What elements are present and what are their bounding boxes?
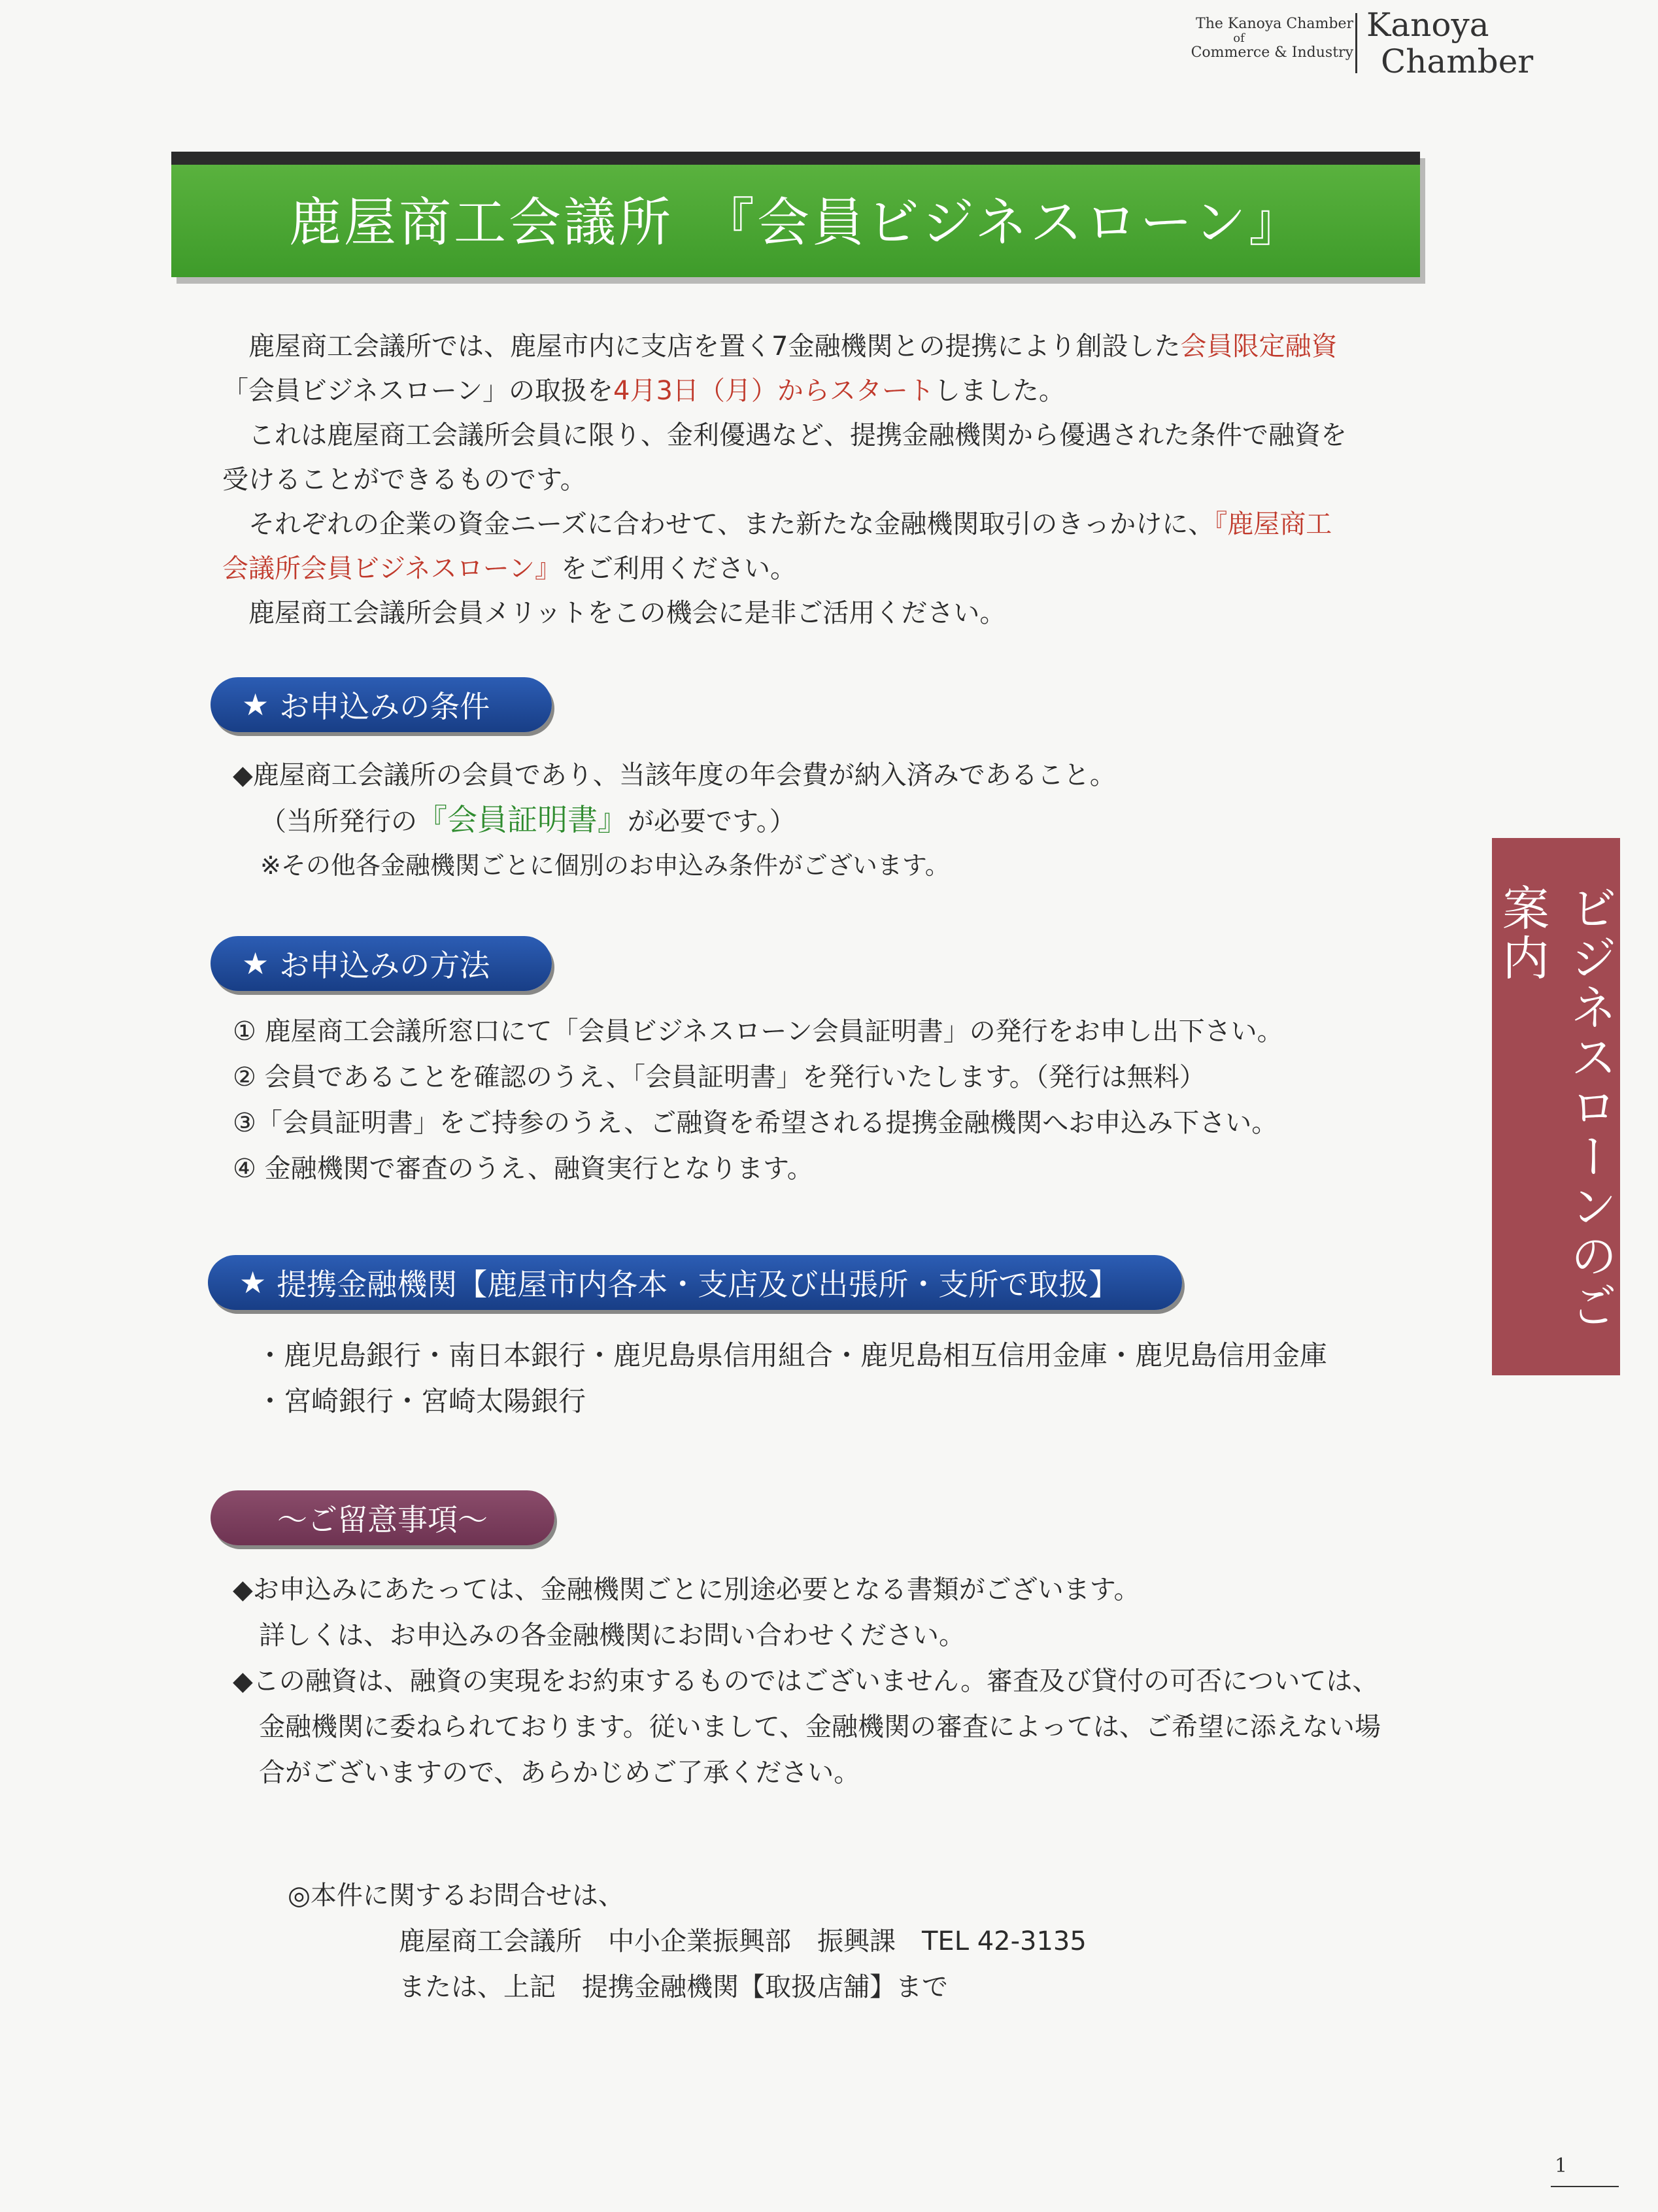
method-step-2: ② 会員であることを確認のうえ、「会員証明書」を発行いたします。（発行は無料） <box>233 1062 1206 1092</box>
note-line-5: 合がございますので、あらかじめご了承ください。 <box>233 1758 860 1788</box>
section-heading-method <box>211 936 552 991</box>
logo-divider <box>1355 13 1357 73</box>
note-line-3: ◆この融資は、融資の実現をお約束するものではございません。審査及び貸付の可否については、 <box>233 1666 1379 1696</box>
method-step-3: ③「会員証明書」をご持参のうえ、ご融資を希望される提携金融機関へお申込み下さい。 <box>233 1108 1278 1138</box>
chamber-logo-subtitle <box>1164 16 1353 61</box>
section-heading-conditions <box>211 677 552 732</box>
page-number-underline <box>1551 2186 1619 2187</box>
star-icon: ★ <box>242 946 269 981</box>
note-line-2: 詳しくは、お申込みの各金融機関にお問い合わせください。 <box>233 1620 965 1651</box>
bank-list-line-2: ・宮崎銀行・宮崎太陽銀行 <box>256 1385 586 1417</box>
contact-intro: ◎本件に関するお問合せは、 <box>288 1881 624 1911</box>
title-banner <box>171 152 1420 277</box>
logo-line-2: of <box>1233 31 1245 45</box>
section-heading-text: お申込みの方法 <box>279 948 490 983</box>
highlight-members-only: 会員限定融資 <box>1180 331 1338 361</box>
chamber-logo <box>1366 7 1533 80</box>
intro-text: しました。 <box>934 376 1065 406</box>
logo-line-3: Commerce & Industry <box>1191 44 1353 61</box>
intro-paragraph-3b <box>222 546 1393 591</box>
intro-text: 受けることができるものです。 <box>222 465 586 495</box>
intro-text: をご利用ください。 <box>561 554 796 584</box>
star-icon: ★ <box>239 1265 267 1300</box>
condition-line-3: ※その他各金融機関ごとに個別のお申込み条件がございます。 <box>260 851 950 880</box>
page-number: 1 <box>1555 2154 1568 2177</box>
intro-text: 「会員ビジネスローン」の取扱を <box>222 376 613 406</box>
bank-list-line-1: ・鹿児島銀行・南日本銀行・鹿児島県信用組合・鹿児島相互信用金庫・鹿児島信用金庫 <box>256 1339 1328 1371</box>
side-index-tab <box>1492 838 1620 1375</box>
section-heading-text: 〜ご留意事項〜 <box>277 1502 488 1537</box>
intro-paragraph-1 <box>222 324 1393 369</box>
intro-paragraph-4 <box>222 591 1393 635</box>
condition-line-2 <box>260 797 796 844</box>
contact-office: 鹿屋商工会議所 中小企業振興部 振興課 TEL 42-3135 <box>399 1926 1087 1956</box>
section-heading-text: お申込みの条件 <box>279 689 490 724</box>
method-step-1: ① 鹿屋商工会議所窓口にて「会員ビジネスローン会員証明書」の発行をお申し出下さい。 <box>233 1016 1283 1047</box>
highlight-start-date: 4月3日（月）からスタート <box>613 376 934 406</box>
condition-text: （当所発行の <box>260 807 417 837</box>
intro-paragraph-1b <box>222 369 1393 413</box>
intro-text: 鹿屋商工会議所会員メリットをこの機会に是非ご活用ください。 <box>248 598 1006 628</box>
condition-text: が必要です。） <box>628 807 796 837</box>
intro-paragraph-2 <box>222 413 1393 458</box>
intro-text: これは鹿屋商工会議所会員に限り、金利優遇など、提携金融機関から優遇された条件で融資を <box>248 420 1347 450</box>
star-icon: ★ <box>242 687 269 722</box>
note-line-4: 金融機関に委ねられております。従いまして、金融機関の審査によっては、ご希望に添えない場 <box>233 1712 1381 1742</box>
intro-paragraph-2b <box>222 458 1393 502</box>
intro-text: 鹿屋商工会議所では、鹿屋市内に支店を置く7金融機関との提携により創設した <box>248 331 1181 361</box>
highlight-loan-name: 『鹿屋商工 <box>1214 509 1332 539</box>
section-heading-banks <box>208 1255 1182 1310</box>
condition-line-1: ◆鹿屋商工会議所の会員であり、当該年度の年会費が納入済みであること。 <box>233 760 1116 790</box>
logo-word-chamber: Chamber <box>1381 42 1534 80</box>
page-title: 鹿屋商工会議所 『会員ビジネスローン』 <box>289 192 1304 253</box>
intro-text: それぞれの企業の資金ニーズに合わせて、また新たな金融機関取引のきっかけに、 <box>248 509 1215 539</box>
intro-paragraph-3 <box>222 502 1393 546</box>
section-heading-text: 提携金融機関【鹿屋市内各本・支店及び出張所・支所で取扱】 <box>277 1267 1119 1302</box>
contact-alternative: または、上記 提携金融機関【取扱店舗】まで <box>399 1972 948 2002</box>
method-step-4: ④ 金融機関で審査のうえ、融資実行となります。 <box>233 1154 813 1184</box>
highlight-loan-name: 会議所会員ビジネスローン』 <box>222 554 561 584</box>
section-heading-notes <box>211 1490 554 1545</box>
note-line-1: ◆お申込みにあたっては、金融機関ごとに別途必要となる書類がございます。 <box>233 1575 1140 1605</box>
logo-line-1: The Kanoya Chamber <box>1196 16 1353 32</box>
side-tab-label: ビジネスローンのご案内 <box>1495 884 1617 1331</box>
highlight-certificate: 『会員証明書』 <box>417 802 628 837</box>
logo-word-kanoya: Kanoya <box>1366 6 1489 44</box>
